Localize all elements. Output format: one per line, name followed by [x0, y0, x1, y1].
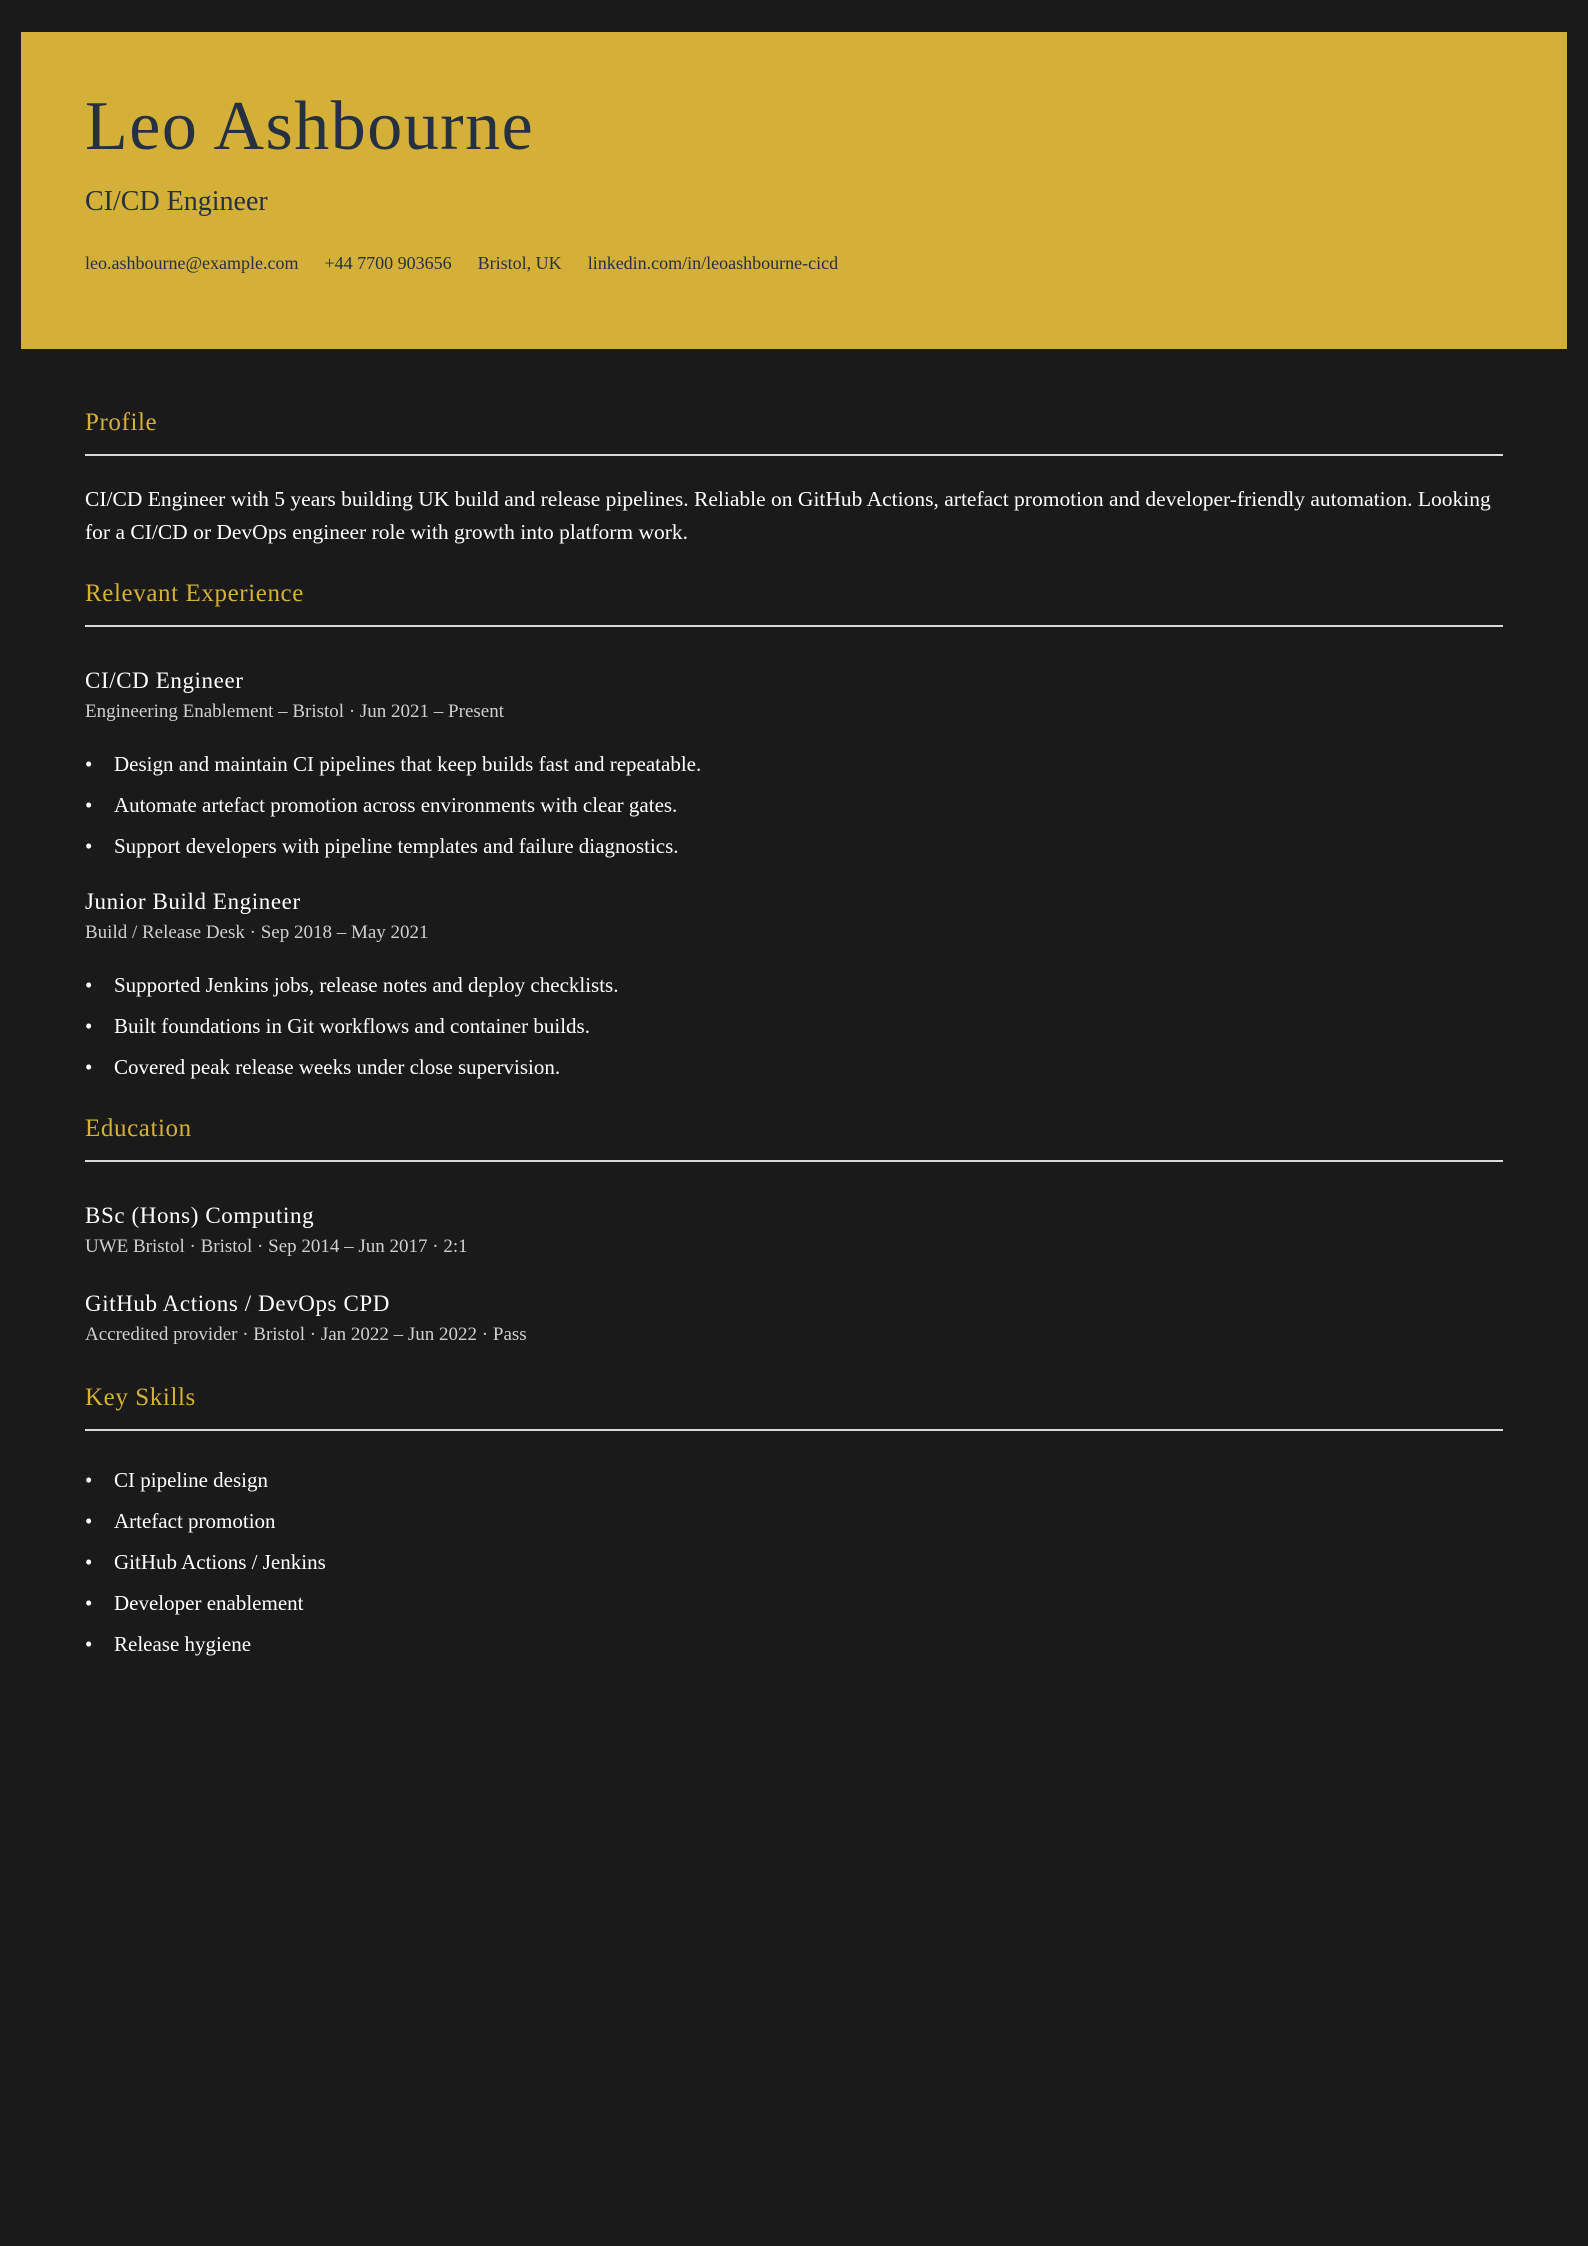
- section-title-experience: Relevant Experience: [85, 580, 304, 607]
- bullet-icon: •: [85, 752, 93, 776]
- candidate-name: Leo Ashbourne: [85, 88, 535, 165]
- bullet-icon: •: [85, 1632, 93, 1656]
- list-item: • CI pipeline design: [85, 1460, 1503, 1501]
- list-item: • Supported Jenkins jobs, release notes and deploy checklists.: [85, 965, 1503, 1006]
- list-item: • Artefact promotion: [85, 1501, 1503, 1542]
- bullet-icon: •: [85, 1468, 93, 1492]
- list-item: • Built foundations in Git workflows and container builds.: [85, 1006, 1503, 1047]
- list-item: • Design and maintain CI pipelines that keep builds fast and repeatable.: [85, 744, 1503, 785]
- bullet-icon: •: [85, 1055, 93, 1079]
- bullet-icon: •: [85, 1591, 93, 1615]
- job-meta: Build / Release Desk · Sep 2018 – May 2021: [85, 922, 429, 943]
- list-item: • Developer enablement: [85, 1583, 1503, 1624]
- section-divider: [85, 1160, 1503, 1162]
- section-divider: [85, 454, 1503, 456]
- profile-summary: CI/CD Engineer with 5 years building UK build and release pipelines. Reliable on GitHub Actions, artefact promotion and developer-friendly automation. Looking for a CI/CD or DevOps engineer role with growth into platform work.: [85, 487, 1491, 544]
- contact-location: Bristol, UK: [477, 253, 562, 273]
- section-title-profile: Profile: [85, 409, 158, 436]
- contact-line: [85, 254, 838, 272]
- bullet-icon: •: [85, 1509, 93, 1533]
- contact-linkedin[interactable]: linkedin.com/in/leoashbourne-cicd: [587, 253, 839, 273]
- education-meta: Accredited provider · Bristol · Jan 2022 – Jun 2022 · Pass: [85, 1324, 527, 1345]
- skills-list: [85, 1460, 1503, 1665]
- list-item: • Automate artefact promotion across environments with clear gates.: [85, 785, 1503, 826]
- section-divider: [85, 625, 1503, 627]
- contact-phone[interactable]: +44 7700 903656: [324, 253, 452, 273]
- education-title: BSc (Hons) Computing: [85, 1203, 315, 1228]
- job-bullets: [85, 744, 1503, 867]
- list-item: • GitHub Actions / Jenkins: [85, 1542, 1503, 1583]
- job-title: CI/CD Engineer: [85, 668, 244, 693]
- candidate-role: CI/CD Engineer: [85, 186, 268, 217]
- bullet-icon: •: [85, 793, 93, 817]
- bullet-icon: •: [85, 1550, 93, 1574]
- bullet-icon: •: [85, 834, 93, 858]
- bullet-icon: •: [85, 1014, 93, 1038]
- list-item: • Release hygiene: [85, 1624, 1503, 1665]
- section-title-skills: Key Skills: [85, 1384, 196, 1411]
- job-title: Junior Build Engineer: [85, 889, 301, 914]
- contact-email[interactable]: leo.ashbourne@example.com: [85, 253, 299, 273]
- education-meta: UWE Bristol · Bristol · Sep 2014 – Jun 2017 · 2:1: [85, 1236, 468, 1257]
- list-item: • Covered peak release weeks under close supervision.: [85, 1047, 1503, 1088]
- job-meta: Engineering Enablement – Bristol · Jun 2021 – Present: [85, 701, 504, 722]
- bullet-icon: •: [85, 973, 93, 997]
- list-item: • Support developers with pipeline templates and failure diagnostics.: [85, 826, 1503, 867]
- section-divider: [85, 1429, 1503, 1431]
- job-bullets: [85, 965, 1503, 1088]
- resume-header: [21, 32, 1567, 349]
- education-title: GitHub Actions / DevOps CPD: [85, 1291, 390, 1316]
- section-title-education: Education: [85, 1115, 192, 1142]
